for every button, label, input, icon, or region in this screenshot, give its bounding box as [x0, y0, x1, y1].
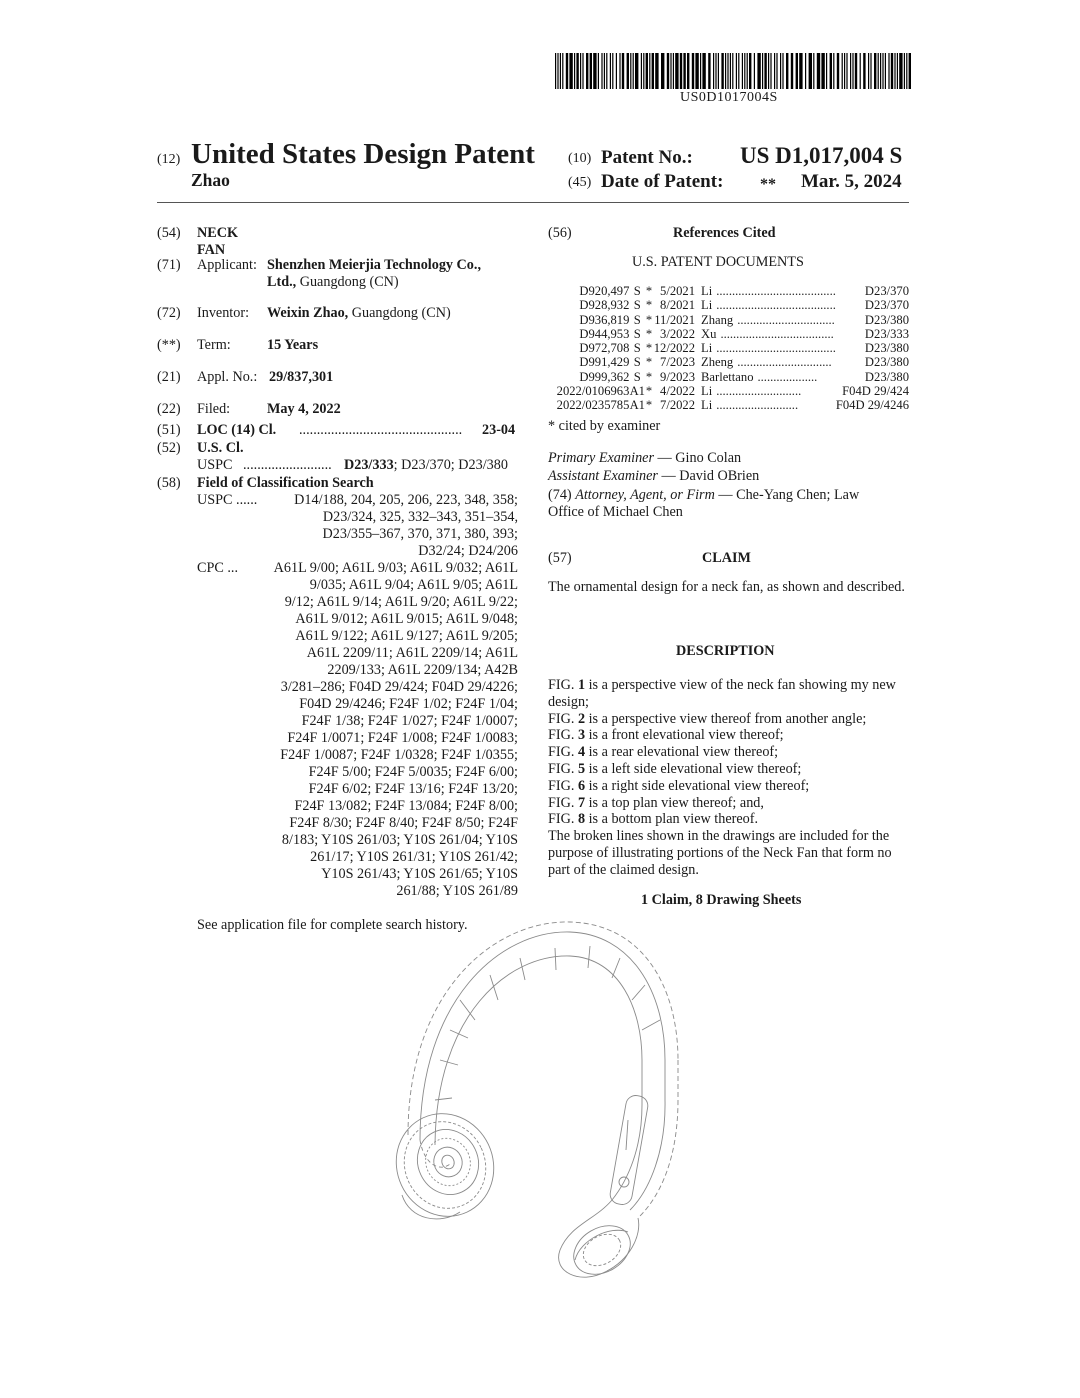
barcode-bar [742, 53, 743, 89]
figure-item-cont: design; [548, 693, 589, 710]
cpc-line: F24F 6/02; F24F 13/16; F24F 13/20; [308, 781, 518, 797]
cpc-line: F04D 29/4246; F24F 1/02; F24F 1/04; [299, 696, 518, 712]
barcode-bar [601, 53, 602, 89]
barcode-bar [830, 53, 832, 89]
barcode-bar [897, 53, 898, 89]
barcode-bar [652, 53, 654, 89]
figure-list [548, 677, 909, 879]
inventor-surname: Zhao [191, 170, 230, 190]
left-fan-head [380, 1098, 510, 1233]
broken-lines-text: The broken lines shown in the drawings are included for the [548, 828, 890, 845]
barcode-bar [730, 53, 731, 89]
figure-item: FIG. 2 is a perspective view thereof from another angle; [548, 710, 867, 727]
barcode-bar [852, 53, 853, 89]
reference-row [554, 398, 909, 412]
barcode-bar [770, 53, 771, 89]
reference-kind: S [633, 355, 641, 370]
barcode-bar [727, 53, 728, 89]
patent-number-label: Patent No.: [601, 147, 693, 168]
code-12: (12) [157, 152, 181, 167]
right-fan-head [559, 1200, 639, 1284]
barcode-bar [817, 53, 820, 89]
reference-kind: S [633, 341, 641, 356]
reference-cls: F04D 29/4246 [835, 398, 909, 413]
reference-cls: D23/333 [864, 326, 909, 341]
code-10: (10) [568, 151, 592, 166]
claim-text: The ornamental design for a neck fan, as shown and described. [548, 579, 905, 595]
reference-date: 8/2021 [660, 298, 696, 313]
barcode-bar [899, 53, 902, 89]
applicant-name: Shenzhen Meierjia Technology Co., [267, 257, 481, 273]
reference-kind: A1 [629, 398, 645, 413]
figure-item: FIG. 4 is a rear elevational view thereof; [548, 744, 779, 761]
cpc-line: A61L 9/122; A61L 9/127; A61L 9/205; [295, 628, 518, 644]
reference-date: 5/2021 [660, 284, 696, 298]
figure-item: FIG. 8 is a bottom plan view thereof. [548, 811, 759, 828]
reference-no: D936,819 [579, 312, 630, 327]
barcode-bar [850, 53, 851, 89]
barcode-bar [569, 53, 572, 89]
barcode-bar [799, 53, 802, 89]
barcode-bar [768, 53, 769, 89]
barcode-bar [906, 53, 907, 89]
barcode-bar [702, 53, 705, 89]
cpc-line: 9/035; A61L 9/04; A61L 9/05; A61L [309, 577, 518, 593]
cpc-line: A61L 9/00; A61L 9/03; A61L 9/032; A61L [273, 560, 518, 576]
reference-cls: F04D 29/424 [842, 384, 909, 399]
barcode-bar [786, 53, 788, 89]
us-patent-documents-heading: U.S. PATENT DOCUMENTS [632, 254, 804, 270]
reference-date: 4/2022 [660, 384, 696, 399]
barcode-bar [593, 53, 596, 89]
cpc-line: 261/17; Y10S 261/31; Y10S 261/42; [310, 849, 518, 865]
barcode-bar [598, 53, 599, 89]
reference-kind: S [633, 312, 641, 327]
reference-row [554, 298, 909, 312]
barcode-bar [837, 53, 839, 89]
reference-name: Li .......................... [701, 398, 799, 413]
barcode-bar [878, 53, 879, 89]
barcode-bar [863, 53, 865, 89]
header-divider [157, 202, 909, 203]
barcode-bar [695, 53, 698, 89]
barcode-bar [619, 53, 620, 89]
reference-name: Barlettano ................... [701, 369, 818, 384]
barcode-bar [860, 53, 861, 89]
barcode-bar [586, 53, 588, 89]
barcode-bar [590, 53, 592, 89]
barcode-bar [606, 53, 607, 89]
figure-item: FIG. 7 is a top plan view thereof; and, [548, 794, 764, 811]
barcode-bar [844, 53, 845, 89]
cpc-line: 9/12; A61L 9/14; A61L 9/20; A61L 9/22; [284, 594, 518, 610]
reference-date: 11/2021 [654, 312, 696, 327]
barcode-bar [791, 53, 793, 89]
barcode-bar [725, 53, 726, 89]
reference-name: Li ...................................... [701, 341, 836, 356]
barcode-bar [646, 53, 648, 89]
barcode-bar [842, 53, 843, 89]
barcode-bar [855, 53, 857, 89]
reference-star: * [645, 355, 653, 370]
inventor-name: Weixin Zhao, [267, 305, 349, 321]
patent-number: US D1,017,004 S [740, 143, 903, 168]
reference-no: D991,429 [579, 355, 630, 370]
attorney-agent-cont: Office of Michael Chen [548, 504, 683, 520]
barcode-bar [661, 53, 664, 89]
barcode-bar [576, 53, 578, 89]
barcode-bar [708, 53, 710, 89]
reference-kind: S [633, 284, 641, 298]
reference-no: D920,497 [579, 284, 630, 298]
description-heading: DESCRIPTION [676, 643, 775, 659]
reference-row [554, 327, 909, 341]
barcode-bar [904, 53, 905, 89]
document-type-title: United States Design Patent [191, 138, 535, 170]
cpc-line: F24F 13/082; F24F 13/084; F24F 8/00; [294, 798, 518, 814]
reference-date: 7/2023 [660, 355, 696, 370]
barcode-bar [805, 53, 806, 89]
reference-cls: D23/380 [864, 355, 909, 370]
neck-band [408, 922, 678, 1218]
barcode-bar [833, 53, 834, 89]
broken-lines-text: part of the claimed design. [548, 861, 699, 878]
reference-cls: D23/380 [864, 341, 909, 356]
reference-date: 3/2022 [660, 326, 696, 341]
barcode-bar [675, 53, 678, 89]
barcode-bar [870, 53, 871, 89]
barcode-bar [633, 53, 634, 89]
barcode-bar [612, 53, 613, 89]
barcode-bar [736, 53, 737, 89]
barcode-bar [738, 53, 739, 89]
reference-date: 12/2022 [653, 341, 696, 356]
barcode-bar [813, 53, 814, 89]
code-45: (45) [568, 175, 592, 190]
barcode-bar [846, 53, 847, 89]
cpc-line: F24F 1/0087; F24F 1/0328; F24F 1/0355; [280, 747, 518, 763]
barcode-bar [774, 53, 775, 89]
cpc-line: 2209/133; A61L 2209/134; A42B [327, 662, 518, 678]
reference-row [554, 284, 909, 298]
barcode-bar [882, 53, 883, 89]
barcode-bar [574, 53, 575, 89]
reference-date: 7/2022 [660, 398, 696, 413]
barcode-bar [692, 53, 694, 89]
reference-date: 9/2023 [660, 369, 696, 384]
primary-examiner: Primary Examiner — Gino Colan [548, 450, 742, 466]
reference-no: 2022/0106963 [556, 384, 630, 399]
barcode-bar [670, 53, 671, 89]
barcode-bar [809, 53, 812, 89]
barcode-bar [555, 53, 556, 89]
barcode-bar [744, 53, 745, 89]
barcode-bar [894, 53, 895, 89]
reference-star: * [645, 384, 653, 399]
reference-star: * [645, 284, 653, 298]
barcode-bar [757, 53, 760, 89]
reference-cls: D23/370 [864, 298, 909, 313]
broken-lines-text: purpose of illustrating portions of the Neck Fan that form no [548, 844, 892, 861]
reference-row [554, 355, 909, 369]
reference-star: * [645, 398, 653, 413]
claims-sheets-summary: 1 Claim, 8 Drawing Sheets [641, 892, 802, 908]
barcode-bar [683, 53, 685, 89]
barcode-bar [649, 53, 650, 89]
title-field: (54) NECK FAN [157, 225, 238, 258]
figure-item: FIG. 5 is a left side elevational view thereof; [548, 760, 802, 777]
barcode-bar [796, 53, 798, 89]
cpc-line: F24F 1/38; F24F 1/027; F24F 1/0007; [301, 713, 518, 729]
barcode-bar [747, 53, 748, 89]
publication-number: US0D1017004S [680, 90, 778, 105]
barcode-bar [764, 53, 766, 89]
barcode-bar [687, 53, 689, 89]
barcode-bar [885, 53, 886, 89]
barcode-bar [610, 53, 611, 89]
cpc-line: 261/88; Y10S 261/89 [396, 883, 518, 899]
barcode-bar [868, 53, 869, 89]
reference-row [554, 384, 909, 398]
reference-kind: A1 [629, 384, 645, 399]
barcode-bar [780, 53, 781, 89]
reference-cls: D23/380 [864, 312, 909, 327]
barcode-bar [580, 53, 581, 89]
barcode-bar [782, 53, 783, 89]
barcode-bar [560, 53, 561, 89]
reference-name: Zheng .............................. [701, 355, 832, 370]
cpc-line: A61L 2209/11; A61L 2209/14; A61L [306, 645, 518, 661]
barcode-bar [604, 53, 605, 89]
reference-name: Li ........................... [701, 384, 802, 399]
barcode-bar [680, 53, 682, 89]
barcode-bar [630, 53, 631, 89]
cpc-line: 3/281–286; F04D 29/424; F04D 29/4226; [280, 679, 518, 695]
barcode-bar [909, 53, 911, 89]
patent-header [157, 140, 917, 200]
barcode-bar [888, 53, 889, 89]
barcode-bar [749, 53, 751, 89]
barcode-bar [643, 53, 644, 89]
barcode-bar [582, 53, 583, 89]
figure-item: FIG. 6 is a right side elevational view thereof; [548, 777, 810, 794]
references-table [554, 284, 909, 413]
reference-kind: S [633, 298, 641, 313]
barcode-bar [754, 53, 755, 89]
date-of-patent-label: Date of Patent: [601, 171, 724, 192]
reference-no: D999,362 [579, 369, 630, 384]
uspc-line: D23/324, 325, 332–343, 351–354, [322, 509, 518, 525]
control-panel [609, 1094, 650, 1206]
date-marker: ** [760, 176, 776, 193]
barcode-bar [700, 53, 701, 89]
barcode-bar [891, 53, 893, 89]
reference-row [554, 313, 909, 327]
barcode-bar [776, 53, 777, 89]
barcode-bar [673, 53, 674, 89]
cpc-line: Y10S 261/43; Y10S 261/65; Y10S [321, 866, 518, 882]
cpc-line: F24F 1/0071; F24F 1/008; F24F 1/0083; [287, 730, 518, 746]
barcode-bar [622, 53, 624, 89]
barcode-bar [821, 53, 824, 89]
barcode-bar [713, 53, 714, 89]
reference-no: D928,932 [579, 298, 630, 313]
barcode-bar [627, 53, 629, 89]
patent-title: NECK FAN [197, 225, 238, 258]
reference-name: Zhang ............................... [701, 312, 835, 327]
barcode-bar [721, 53, 723, 89]
assistant-examiner: Assistant Examiner — David OBrien [548, 468, 760, 484]
barcode-bar [826, 53, 827, 89]
barcode-bar [655, 53, 658, 89]
attorney-agent: (74) Attorney, Agent, or Firm — Che-Yang Chen; Law [548, 487, 860, 503]
reference-star: * [645, 326, 653, 341]
barcode-bar [616, 53, 617, 89]
barcode-bar [562, 53, 563, 89]
barcode-bar [667, 53, 669, 89]
reference-name: Li ...................................... [701, 284, 836, 298]
reference-no: D972,708 [579, 341, 630, 356]
cpc-line: A61L 9/012; A61L 9/015; A61L 9/048; [295, 611, 518, 627]
barcode-bar [566, 53, 568, 89]
reference-row [554, 370, 909, 384]
reference-name: Xu .................................... [701, 326, 834, 341]
barcode-bar [557, 53, 558, 89]
barcode-bar [874, 53, 876, 89]
uspc-line: D14/188, 204, 205, 206, 223, 348, 358; [294, 492, 518, 508]
cpc-line: F24F 8/30; F24F 8/40; F24F 8/50; F24F [289, 815, 518, 831]
barcode-bar [732, 53, 733, 89]
reference-name: Li ...................................... [701, 298, 836, 313]
cited-by-examiner-note: * cited by examiner [548, 418, 661, 434]
reference-cls: D23/370 [864, 284, 909, 298]
barcode [555, 53, 911, 89]
figure-item: FIG. 1 is a perspective view of the neck fan showing my new [548, 677, 896, 693]
barcode-bar [641, 53, 642, 89]
figure-item: FIG. 3 is a front elevational view thereof; [548, 727, 784, 744]
neck-fan-drawing [380, 920, 710, 1290]
barcode-bar [715, 53, 716, 89]
barcode-bar [718, 53, 719, 89]
reference-kind: S [633, 326, 641, 341]
claim-heading: CLAIM [702, 550, 751, 566]
cpc-line: 8/183; Y10S 261/03; Y10S 261/04; Y10S [281, 832, 518, 848]
uspc-line: D32/24; D24/206 [418, 543, 518, 559]
reference-no: 2022/0235785 [556, 398, 630, 413]
reference-star: * [645, 298, 653, 313]
uspc-line: D23/355–367, 370, 371, 380, 393; [322, 526, 518, 542]
barcode-bar [880, 53, 881, 89]
reference-row [554, 341, 909, 355]
search-history-note: See application file for complete search history. [197, 917, 468, 933]
reference-star: * [645, 369, 653, 384]
reference-no: D944,953 [579, 326, 630, 341]
reference-kind: S [633, 369, 641, 384]
barcode-bar [762, 53, 763, 89]
barcode-bar [635, 53, 638, 89]
date-of-patent: Mar. 5, 2024 [801, 171, 902, 192]
reference-cls: D23/380 [864, 369, 909, 384]
references-cited-heading: References Cited [673, 225, 776, 241]
reference-star: * [645, 341, 653, 356]
cpc-line: F24F 5/00; F24F 5/0035; F24F 6/00; [308, 764, 518, 780]
reference-star: * [645, 312, 653, 327]
